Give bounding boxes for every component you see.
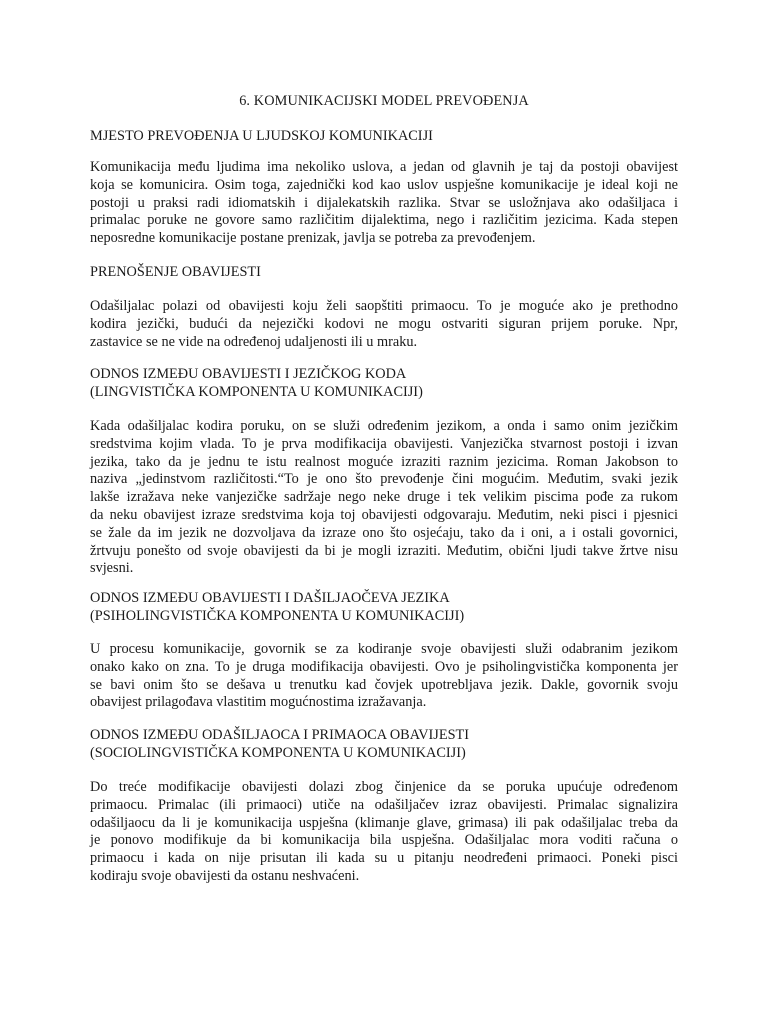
paragraph-psiholingvisticka: [90, 641, 678, 712]
section-heading-sociolingvisticka: [90, 726, 678, 762]
section-heading-psiholingvisticka: [90, 589, 678, 625]
text-line: da neku obavijest izraze sredstvima koja toj obavijesti odgovaraju. Međutim, neki pisci i pjesnici: [90, 506, 678, 523]
text-line: zastavice se ne vide na određenoj udaljenosti ili u mraku.: [90, 333, 418, 350]
text-line: onako kako on zna. To je druga modifikacija obavijesti. Ovo je psiholingvistička komponenta jer: [90, 658, 678, 675]
heading-line: ODNOS IZMEĐU OBAVIJESTI I JEZIČKOG KODA: [90, 366, 407, 382]
text-line: odašiljaocu da li je komunikacija uspješna (klimanje glave, grimasa) ili pak odašiljalac treba da: [90, 814, 678, 831]
section-heading-mjesto-prevodjenja: [90, 127, 678, 145]
text-line: jezika, tako da je jednu te istu realnost moguće izraziti raznim jezicima. Roman Jakobson to: [90, 453, 678, 470]
paragraph-sociolingvisticka: [90, 779, 678, 886]
section-heading-lingvisticka: [90, 365, 678, 401]
section-heading-prenosenje: [90, 263, 678, 281]
text-line: sredstvima kojim vlada. To je prva modifikacija obavijesti. Vanjezička stvarnost postoji i izvan: [90, 435, 678, 452]
heading-line: (SOCIOLINGVISTIČKA KOMPONENTA U KOMUNIKACIJI): [90, 745, 466, 761]
text-line: obavijest prilagođava vlastitim mogućnostima izražavanja.: [90, 694, 427, 711]
text-line: koja se komunicira. Osim toga, zajednički kod kao uslov uspješne komunikacije je ideal koji ne: [90, 176, 678, 193]
text-line: naziva „jedinstvom različitosti.“To je ono što prevođenje čini mogućim. Međutim, svaki jezik: [90, 471, 678, 488]
text-line: svjesni.: [90, 560, 134, 577]
text-line: primaocu i kada on nije prisutan ili kada su u pitanju neodređeni primaoci. Poneki pisci: [90, 850, 678, 867]
paragraph-prenosenje: [90, 298, 678, 351]
heading-line: (LINGVISTIČKA KOMPONENTA U KOMUNIKACIJI): [90, 384, 423, 400]
text-line: Komunikacija među ljudima ima nekoliko uslova, a jedan od glavnih je taj da postoji obavijest: [90, 159, 678, 175]
text-line: primalac poruke ne govore samo različitim dijalektima, nego i različitim jezicima. Kada stepen: [90, 212, 678, 229]
text-line: postoji u praksi radi idiomatskih i dijalekatskih razlika. Stvar se usložnjava ako odašiljaca i: [90, 194, 678, 211]
paragraph-lingvisticka: [90, 418, 678, 578]
text-line: Do treće modifikacije obavijesti dolazi zbog činjenice da se poruka upućuje određenom: [90, 779, 678, 795]
heading-line: MJESTO PREVOĐENJA U LJUDSKOJ KOMUNIKACIJI: [90, 128, 433, 144]
text-line: se bavi onim što se dešava u trenutku kad čovjek upotrebljava jezik. Dakle, govornik svoju: [90, 676, 678, 693]
paragraph-mjesto-prevodjenja: [90, 159, 678, 248]
text-line: lakše izražava neke vanjezičke sadržaje nego neke druge i tek velikim piscima pođe za rukom: [90, 489, 678, 506]
text-line: primaocu. Primalac (ili primaoci) utiče na odašiljačev izraz obavijesti. Primalac signalizira: [90, 796, 678, 813]
text-line: kodiraju svoje obavijesti da ostanu neshvaćeni.: [90, 867, 360, 884]
text-line: žrtvuju ponešto od svoje obavijesti da bi je mogli izraziti. Međutim, obični ljudi takve žrtve nisu: [90, 542, 678, 559]
text-line: neposredne komunikacije postane prenizak, javlja se potreba za prevođenjem.: [90, 230, 536, 247]
heading-line: PRENOŠENJE OBAVIJESTI: [90, 264, 261, 280]
text-line: kodira jezički, budući da nejezički kodovi ne mogu ostvariti siguran prijem poruke. Npr,: [90, 315, 678, 332]
heading-line: ODNOS IZMEĐU OBAVIJESTI I DAŠILJAOČEVA JEZIKA: [90, 590, 450, 606]
text-line: je ponovo modifikuje da bi komunikacija bila uspješna. Odašiljalac mora voditi računa o: [90, 832, 678, 849]
text-line: se žale da im jezik ne dozvoljava da izraze ono što osjećaju, tako da i oni, a i ostali govornici,: [90, 524, 678, 541]
text-line: Odašiljalac polazi od obavijesti koju želi saopštiti primaocu. To je moguće ako je prethodno: [90, 298, 678, 314]
heading-line: (PSIHOLINGVISTIČKA KOMPONENTA U KOMUNIKACIJI): [90, 608, 465, 624]
document-title: 6. KOMUNIKACIJSKI MODEL PREVOĐENJA: [239, 93, 529, 109]
heading-line: ODNOS IZMEĐU ODAŠILJAOCA I PRIMAOCA OBAVIJESTI: [90, 727, 470, 743]
text-line: Kada odašiljalac kodira poruku, on se služi određenim jezikom, a onda i samo onim jezičkim: [90, 418, 678, 434]
text-line: U procesu komunikacije, govornik se za kodiranje svoje obavijesti služi odabranim jezikom: [90, 641, 678, 657]
